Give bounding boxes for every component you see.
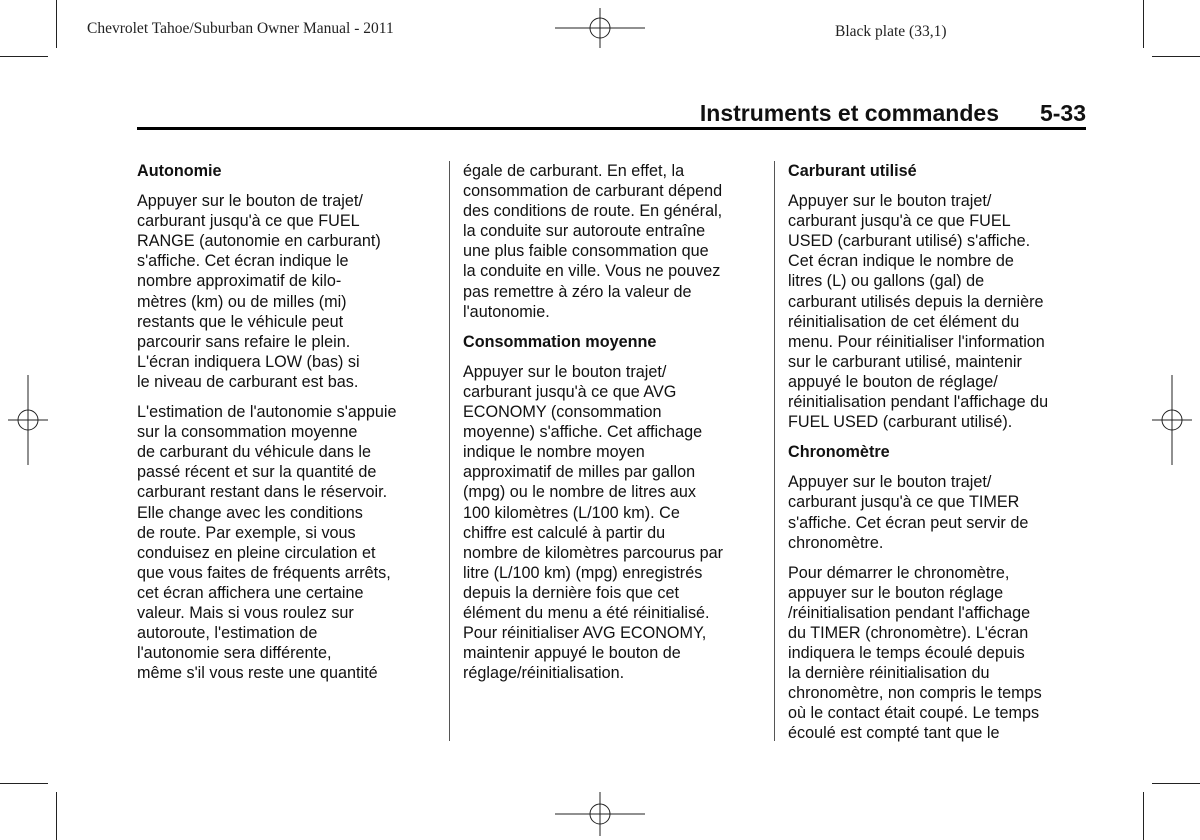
- text-line: valeur. Mais si vous roulez sur: [137, 603, 354, 622]
- crop-mark-bottom-left-h: [0, 783, 48, 784]
- text-line: du TIMER (chronomètre). L'écran: [788, 623, 1029, 642]
- text-line: nombre de kilomètres parcourus par: [463, 543, 724, 562]
- text-line: conduisez en pleine circulation et: [137, 543, 376, 562]
- text-line: carburant utilisés depuis la dernière: [788, 292, 1044, 311]
- text-line: écoulé est compté tant que le: [788, 724, 1000, 743]
- text-line: égale de carburant. En effet, la: [463, 162, 685, 180]
- text-column-1: [137, 161, 437, 693]
- text-line: Cet écran indique le nombre de: [788, 252, 1014, 271]
- text-line: nombre approximatif de kilo-: [137, 272, 342, 291]
- text-line: une plus faible consommation que: [463, 242, 709, 261]
- text-line: même s'il vous reste une quantité: [137, 664, 378, 683]
- crop-mark-top-left-v: [56, 0, 57, 48]
- text-line: Pour démarrer le chronomètre,: [788, 563, 1010, 582]
- column-separator-1: [449, 161, 450, 741]
- text-line: indiquera le temps écoulé depuis: [788, 644, 1025, 663]
- text-line: litres (L) ou gallons (gal) de: [788, 272, 985, 291]
- text-line: Appuyer sur le bouton de trajet/: [137, 192, 363, 211]
- text-line: restants que le véhicule peut: [137, 312, 344, 331]
- paragraph: [137, 191, 437, 392]
- text-line: la conduite en ville. Vous ne pouvez: [463, 262, 721, 281]
- registration-mark-left: [8, 375, 48, 465]
- section-heading: Chronomètre: [788, 443, 890, 462]
- print-header-manual-title: Chevrolet Tahoe/Suburban Owner Manual - 2011: [87, 20, 394, 37]
- text-line: carburant jusqu'à ce que AVG: [463, 382, 677, 401]
- paragraph: [463, 362, 763, 684]
- text-line: chiffre est calculé à partir du: [463, 523, 666, 542]
- title-rule: [137, 127, 1086, 130]
- text-line: ECONOMY (consommation: [463, 403, 662, 422]
- text-line: carburant jusqu'à ce que FUEL: [788, 212, 1011, 231]
- paragraph: [463, 161, 763, 322]
- text-line: Elle change avec les conditions: [137, 503, 363, 522]
- text-line: indique le nombre moyen: [463, 443, 645, 462]
- text-line: USED (carburant utilisé) s'affiche.: [788, 232, 1031, 251]
- text-column-3: [788, 161, 1088, 754]
- text-line: pas remettre à zéro la valeur de: [463, 282, 692, 301]
- section-title: Instruments et commandes: [699, 100, 999, 126]
- crop-mark-top-right-v: [1143, 0, 1144, 48]
- text-line: /réinitialisation pendant l'affichage: [788, 603, 1031, 622]
- text-line: l'autonomie.: [463, 302, 550, 321]
- text-line: s'affiche. Cet écran indique le: [137, 252, 349, 271]
- text-line: Appuyer sur le bouton trajet/: [788, 473, 992, 492]
- text-line: que vous faites de fréquents arrêts,: [137, 563, 391, 582]
- text-line: réglage/réinitialisation.: [463, 664, 625, 683]
- text-line: menu. Pour réinitialiser l'information: [788, 332, 1045, 351]
- text-line: L'estimation de l'autonomie s'appuie: [137, 403, 397, 422]
- page-number: 5-33: [1039, 100, 1086, 126]
- text-line: moyenne) s'affiche. Cet affichage: [463, 423, 703, 442]
- text-line: RANGE (autonomie en carburant): [137, 232, 381, 251]
- text-line: litre (L/100 km) (mpg) enregistrés: [463, 563, 703, 582]
- text-line: Appuyer sur le bouton trajet/: [788, 192, 992, 211]
- text-line: chronomètre, non compris le temps: [788, 684, 1042, 703]
- paragraph: [788, 563, 1088, 744]
- text-line: parcourir sans refaire le plein.: [137, 332, 351, 351]
- text-line: élément du menu a été réinitialisé.: [463, 603, 710, 622]
- text-line: (mpg) ou le nombre de litres aux: [463, 483, 697, 502]
- text-line: L'écran indiquera LOW (bas) si: [137, 352, 360, 371]
- text-line: le niveau de carburant est bas.: [137, 372, 359, 391]
- paragraph: [788, 472, 1088, 552]
- registration-mark-bottom: [555, 792, 645, 836]
- text-line: de carburant du véhicule dans le: [137, 443, 371, 462]
- section-heading: Autonomie: [137, 162, 222, 180]
- text-line: la conduite sur autoroute entraîne: [463, 222, 706, 241]
- text-line: consommation de carburant dépend: [463, 182, 723, 201]
- text-line: mètres (km) ou de milles (mi): [137, 292, 347, 311]
- text-line: s'affiche. Cet écran peut servir de: [788, 513, 1029, 532]
- text-line: carburant jusqu'à ce que FUEL: [137, 212, 360, 231]
- text-line: chronomètre.: [788, 533, 884, 552]
- page-title-bar: [137, 98, 1086, 130]
- registration-mark-right: [1152, 375, 1192, 465]
- text-line: de route. Par exemple, si vous: [137, 523, 356, 542]
- text-line: où le contact était coupé. Le temps: [788, 704, 1040, 723]
- text-column-2: [463, 161, 763, 693]
- text-line: carburant restant dans le réservoir.: [137, 483, 388, 502]
- text-line: réinitialisation pendant l'affichage du: [788, 393, 1049, 412]
- text-line: autoroute, l'estimation de: [137, 624, 318, 643]
- paragraph: [137, 402, 437, 683]
- text-line: FUEL USED (carburant utilisé).: [788, 413, 1013, 432]
- text-line: appuyé le bouton de réglage/: [788, 372, 998, 391]
- text-line: sur le carburant utilisé, maintenir: [788, 352, 1022, 371]
- text-line: 100 kilomètres (L/100 km). Ce: [463, 503, 680, 522]
- text-line: passé récent et sur la quantité de: [137, 463, 377, 482]
- text-line: approximatif de milles par gallon: [463, 463, 696, 482]
- section-heading: Consommation moyenne: [463, 332, 657, 351]
- text-line: maintenir appuyé le bouton de: [463, 644, 681, 663]
- crop-mark-top-left-h: [0, 56, 48, 57]
- text-line: Pour réinitialiser AVG ECONOMY,: [463, 624, 707, 643]
- text-line: appuyer sur le bouton réglage: [788, 583, 1004, 602]
- text-line: cet écran affichera une certaine: [137, 583, 364, 602]
- text-line: des conditions de route. En général,: [463, 202, 723, 221]
- text-line: sur la consommation moyenne: [137, 423, 358, 442]
- section-heading: Carburant utilisé: [788, 162, 917, 180]
- text-line: réinitialisation de cet élément du: [788, 312, 1020, 331]
- text-line: l'autonomie sera différente,: [137, 644, 332, 663]
- text-line: carburant jusqu'à ce que TIMER: [788, 493, 1020, 512]
- text-line: depuis la dernière fois que cet: [463, 583, 679, 602]
- text-line: Appuyer sur le bouton trajet/: [463, 362, 667, 381]
- crop-mark-bottom-left-v: [56, 792, 57, 840]
- registration-mark-top: [555, 8, 645, 48]
- text-line: la dernière réinitialisation du: [788, 664, 990, 683]
- crop-mark-top-right-h: [1152, 56, 1200, 57]
- paragraph: [788, 191, 1088, 432]
- column-separator-2: [774, 161, 775, 741]
- print-header-plate: Black plate (33,1): [835, 23, 947, 40]
- crop-mark-bottom-right-v: [1143, 792, 1144, 840]
- crop-mark-bottom-right-h: [1152, 783, 1200, 784]
